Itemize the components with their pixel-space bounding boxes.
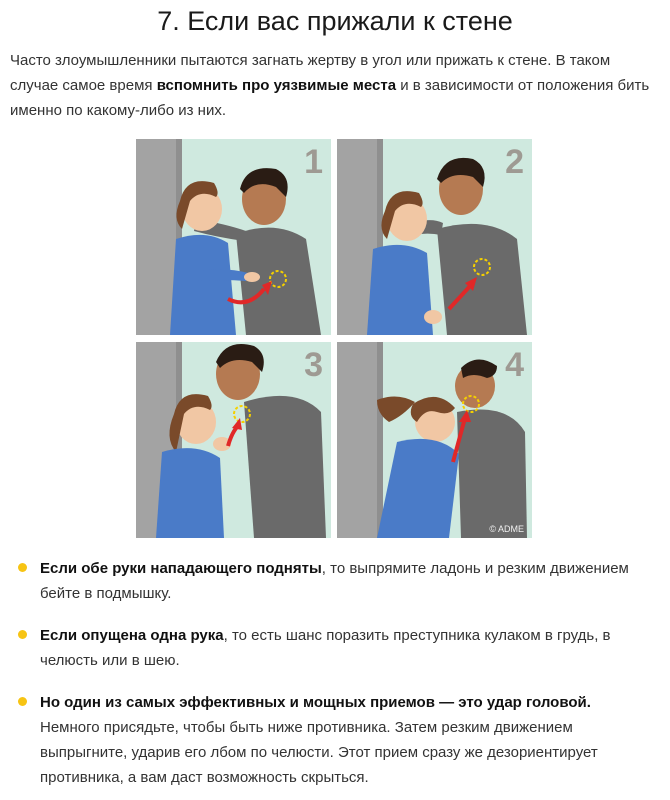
illustration-panel-4 (337, 342, 532, 538)
panel-number: 4 (505, 346, 524, 384)
illustration-panel-1 (136, 139, 331, 335)
section-title: 7. Если вас прижали к стене (157, 6, 513, 36)
bullet-dot-icon (18, 563, 27, 572)
list-item-rest: , то выпрямите ладонь и резким движением бейте в подмышку. (40, 560, 629, 602)
image-credit: © ADME (489, 524, 524, 534)
illustration-panel-3 (136, 342, 331, 538)
intro-text-2: и в зависимости от положения бить именно по какому-либо из них. (10, 77, 650, 119)
scene-1 (136, 139, 331, 335)
bullet-dot-icon (18, 697, 27, 706)
list-item-rest: Немного присядьте, чтобы быть ниже противника. Затем резким движением выпрыгните, ударив его лбом по челюсти. Этот прием сразу же дезориентирует противника, а вам даст возможность скрыться. (40, 719, 598, 786)
intro-text-1: Часто злоумышленники пытаются загнать жертву в угол или прижать к стене. В таком случае самое время (10, 52, 611, 94)
list-item-text (40, 690, 646, 790)
list-item-text (40, 623, 646, 673)
list-item-text (40, 556, 646, 606)
list-item-bold: Но один из самых эффективных и мощных приемов — это удар головой. (40, 694, 591, 711)
list-item-bold: Если обе руки нападающего подняты (40, 560, 322, 577)
bullet-dot-icon (18, 630, 27, 639)
scene-2 (337, 139, 532, 335)
list-item-bold: Если опущена одна рука (40, 627, 224, 644)
panel-number: 1 (304, 143, 323, 181)
panel-number: 2 (505, 143, 524, 181)
illustration-panel-2 (337, 139, 532, 335)
intro-paragraph (10, 48, 660, 123)
panel-number: 3 (304, 346, 323, 384)
self-defense-illustration (136, 139, 534, 539)
intro-bold: вспомнить про уязвимые места (156, 77, 397, 94)
scene-3 (136, 342, 331, 538)
list-item-rest: , то есть шанс поразить преступника кулаком в грудь, в челюсть или в шею. (40, 627, 611, 669)
scene-4 (337, 342, 532, 538)
